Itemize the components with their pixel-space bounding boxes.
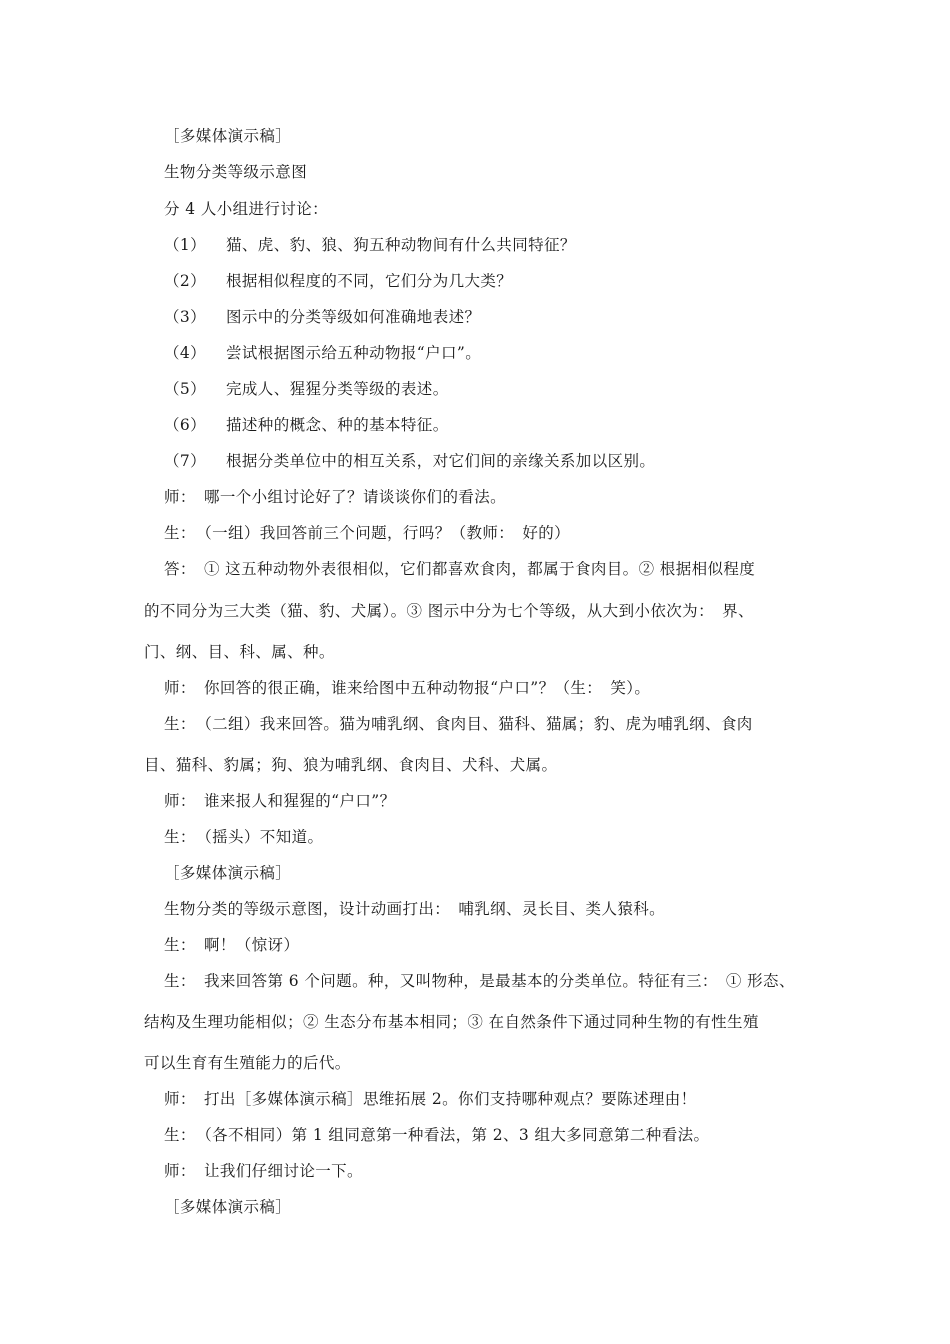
dialogue-line: 生： 啊！（惊讶） — [164, 936, 300, 954]
dialogue-line: 师： 你回答的很正确，谁来给图中五种动物报“户口”？（生： 笑）。 — [164, 679, 651, 697]
list-item-question-3 — [164, 307, 480, 327]
question-text: 尝试根据图示给五种动物报“户口”。 — [226, 344, 482, 362]
question-number: （5） — [164, 380, 207, 398]
question-number: （7） — [164, 452, 207, 470]
dialogue-continuation: 结构及生理功能相似；② 生态分布基本相同；③ 在自然条件下通过同种生物的有性生殖 — [144, 1013, 759, 1031]
dialogue-line: 生： （各不相同）第 1 组同意第一种看法，第 2、3 组大多同意第二种看法。 — [164, 1126, 710, 1144]
question-number: （3） — [164, 308, 207, 326]
list-item-question-7 — [164, 451, 655, 471]
question-text: 图示中的分类等级如何准确地表述？ — [226, 308, 481, 326]
heading-multimedia-1: ［多媒体演示稿］ — [164, 127, 292, 145]
heading-multimedia-3: ［多媒体演示稿］ — [164, 1198, 292, 1216]
dialogue-line: 答： ① 这五种动物外表很相似，它们都喜欢食肉，都属于食肉目。② 根据相似程度 — [164, 560, 756, 578]
dialogue-line: 师： 谁来报人和猩猩的“户口”？ — [164, 792, 396, 810]
list-item-question-5 — [164, 379, 449, 399]
paragraph-animation: 生物分类的等级示意图，设计动画打出： 哺乳纲、灵长目、类人猿科。 — [164, 900, 666, 918]
dialogue-continuation: 的不同分为三大类（猫、豹、犬属）。③ 图示中分为七个等级，从大到小依次为： 界、 — [144, 602, 754, 620]
question-number: （6） — [164, 416, 207, 434]
question-number: （2） — [164, 272, 207, 290]
dialogue-line: 生： （二组）我来回答。猫为哺乳纲、食肉目、猫科、猫属；豹、虎为哺乳纲、食肉 — [164, 715, 753, 733]
dialogue-line: 师： 哪一个小组讨论好了？请谈谈你们的看法。 — [164, 488, 507, 506]
heading-multimedia-2: ［多媒体演示稿］ — [164, 864, 292, 882]
subheading-diagram: 生物分类等级示意图 — [164, 163, 308, 181]
dialogue-line: 师： 打出［多媒体演示稿］思维拓展 2。你们支持哪种观点？要陈述理由！ — [164, 1090, 697, 1108]
question-text: 描述种的概念、种的基本特征。 — [226, 416, 449, 434]
question-text: 根据分类单位中的相互关系，对它们间的亲缘关系加以区别。 — [226, 452, 656, 470]
list-item-question-4 — [164, 343, 481, 363]
question-text: 猫、虎、豹、狼、狗五种动物间有什么共同特征？ — [226, 236, 576, 254]
dialogue-continuation: 目、猫科、豹属；狗、狼为哺乳纲、食肉目、犬科、犬属。 — [144, 756, 558, 774]
dialogue-line: 生： （摇头）不知道。 — [164, 828, 324, 846]
list-item-question-6 — [164, 415, 449, 435]
list-item-question-2 — [164, 271, 512, 291]
dialogue-continuation: 门、纲、目、科、属、种。 — [144, 643, 335, 661]
dialogue-line: 生： （一组）我回答前三个问题，行吗？（教师： 好的） — [164, 524, 571, 542]
list-item-question-1 — [164, 235, 576, 255]
dialogue-line: 师： 让我们仔细讨论一下。 — [164, 1162, 363, 1180]
paragraph-group-discussion: 分 4 人小组进行讨论： — [164, 200, 329, 218]
question-number: （1） — [164, 236, 207, 254]
question-text: 根据相似程度的不同，它们分为几大类？ — [226, 272, 513, 290]
dialogue-continuation: 可以生育有生殖能力的后代。 — [144, 1054, 351, 1072]
question-text: 完成人、猩猩分类等级的表述。 — [226, 380, 449, 398]
question-number: （4） — [164, 344, 207, 362]
dialogue-line: 生： 我来回答第 6 个问题。种，又叫物种，是最基本的分类单位。特征有三： ① 形态、 — [164, 972, 795, 990]
